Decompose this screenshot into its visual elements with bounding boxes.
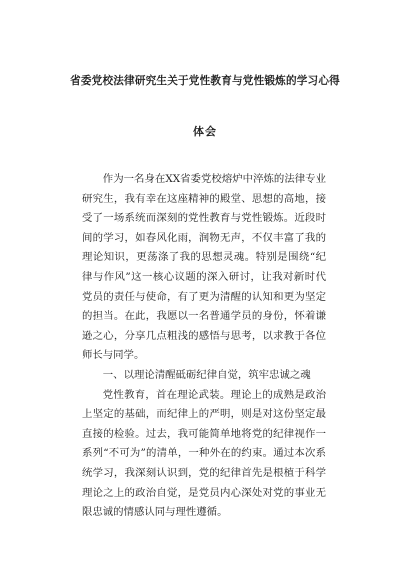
section-heading: 一、以理论清醒砥砺纪律自觉，筑牢忠诚之魂	[102, 368, 311, 381]
document-title: 省委党校法律研究生关于党性教育与党性锻炼的学习心得	[70, 75, 340, 87]
intro-paragraph: 作为一名身在XX省委党校熔炉中淬炼的法律专业研究生，我有幸在这座精神的殿堂、思想的高地，接受了一场系统而深刻的党性教育与党性锻炼。近段时间的学习，如春风化雨，润物无声，不仅丰富了我的理论知识，更荡涤了我的思想灵魂。特别是围绕“纪律与作风”这一核心议题的深入研讨，让我对新时代党员的责任与使命，有了更为清醒的认知和更为坚定的担当。在此，我愿以一名普通学员的身份，怀着谦逊之心，分享几点粗浅的感悟与思考，以求教于各位师长与同学。	[82, 173, 326, 362]
document-title-continuation: 体会	[193, 125, 217, 138]
section-paragraph: 党性教育，首在理论武装。理论上的成熟是政治上坚定的基础，而纪律上的严明，则是对这份坚定最直接的检验。过去，我可能简单地将党的纪律视作一系列“不可为”的清单，一种外在的约束。通过本次系统学习，我深刻认识到，党的纪律首先是根植于科学理论之上的政治自觉，是党员内心深处对党的事业无限忠诚的情感认同与理性遵循。	[82, 388, 326, 519]
document-body	[82, 170, 326, 523]
